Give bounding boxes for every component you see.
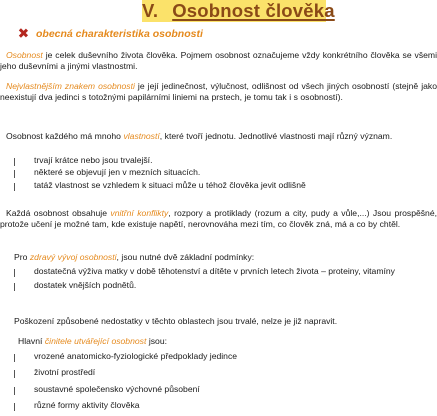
paragraph-znak [0,81,437,104]
paragraph-poskozeni [0,316,437,327]
paragraph-text: jsou: [146,336,167,346]
list-item [0,384,437,395]
list-item [0,400,437,411]
paragraph-cinitele [0,336,437,347]
paragraph-text: Hlavní [18,336,45,346]
paragraph-text: , které tvoří jednotu. Jednotlivé vlastnosti mají různý význam. [159,131,393,141]
bullet-mark [14,354,15,362]
bullet-mark [14,158,15,166]
paragraph-vlastnosti [0,131,437,142]
list-item [0,180,437,191]
list-podminky [0,266,437,292]
chapter-number: V. [142,0,159,21]
list-item-text: trvají krátce nebo jsou trvalejší. [34,155,153,165]
bullet-mark [14,183,15,191]
section-heading-text: obecná charakteristika osobnosti [36,28,203,40]
list-item-text: různé formy aktivity člověka [34,399,140,410]
list-item-text: dostatek vnějších podnětů. [34,280,137,291]
list-vlastnosti [0,155,437,191]
paragraph-vyvoj [0,252,437,263]
list-cinitele [0,351,437,411]
list-item [0,167,437,178]
list-item [0,266,437,277]
list-item-text: vrozené anatomicko-fyziologické předpoklady jedince [34,351,238,361]
list-item-text: životní prostředí [34,367,96,378]
paragraph-text: , jsou nutné dvě základní podmínky: [116,252,255,262]
paragraph-text: Pro [14,252,30,262]
term-vyvoj: zdravý vývoj osobnosti [29,252,117,262]
list-item-text: soustavné společensko výchovné působení [34,383,200,394]
list-item-text: tatáž vlastnost se vzhledem k situaci může u téhož člověka jevit odlišně [34,179,306,190]
bullet-mark [14,283,15,291]
bullet-mark [14,403,15,411]
paragraph-text: Každá osobnost obsahuje [6,208,111,218]
list-item-text: některé se objevují jen v mezních situacích. [34,167,201,178]
paragraph-text: , rozpory a protiklady (rozum a city, pudy a vůle,...) Jsou prospěšné, protože učení je možné tam, kde existuje napětí, nerovnováha mezi tím, co člověk zná, má a co by chtěl. [0,208,437,230]
paragraph-text: je celek duševního života člověka. Pojmem osobnost označujeme vždy konkrétního člověka se všemi jeho duševními a jinými vlastnostmi. [0,50,437,72]
term-osobnost: Osobnost [6,50,43,60]
list-item [0,155,437,166]
bullet-mark [14,269,15,277]
page-title [142,0,335,22]
list-item [0,367,437,378]
chapter-title: Osobnost člověka [172,0,335,21]
term-vlastnosti: vlastností [123,131,160,141]
cross-bullet-icon [18,28,28,38]
title-highlight [142,0,335,22]
section-heading [18,28,203,40]
bullet-mark [14,170,15,178]
paragraph-text: Poškození způsobené nedostatky v těchto oblastech jsou trvalé, nelze je již napravit. [14,316,338,326]
list-item-text: dostatečná výživa matky v době těhotenství a dítěte v prvních letech života – proteiny, vitamíny [34,266,395,276]
paragraph-text: je její jedinečnost, výlučnost, odlišnost od všech jiných osobností (stejně jako neexistují dva jedinci s totožnými papilárními liniemi na prstech, je tomu tak i s osobností). [0,81,437,103]
list-item [0,280,437,291]
bullet-mark [14,387,15,395]
paragraph-konflikty [0,208,437,231]
list-item [0,351,437,362]
paragraph-text: Osobnost každého má mnoho [6,131,124,141]
paragraph-osobnost [0,50,437,73]
term-konflikty: vnitřní konflikty [110,208,169,218]
term-cinitele: činitele utvářející osobnost [44,336,147,346]
bullet-mark [14,370,15,378]
term-znak: Nejvlastnějším znakem osobnosti [6,81,135,91]
